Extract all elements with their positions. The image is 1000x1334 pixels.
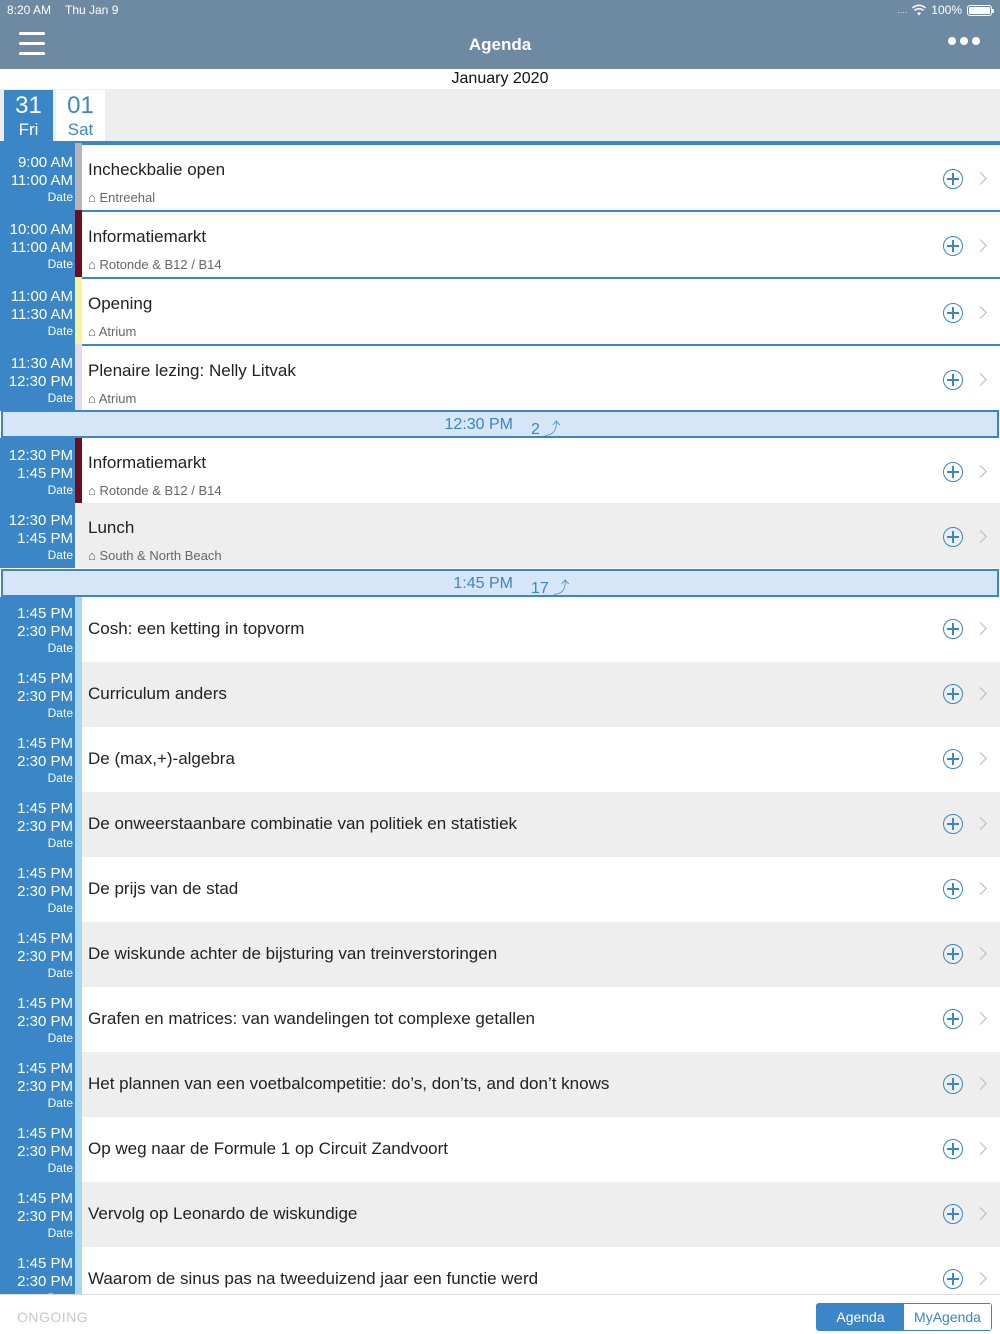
- event-date-label: Date: [47, 324, 73, 338]
- event-end-time: 2:30 PM: [17, 753, 73, 770]
- event-start-time: 11:00 AM: [10, 288, 73, 305]
- event-location: ⌂ Atrium: [88, 391, 137, 406]
- event-start-time: 1:45 PM: [17, 1125, 73, 1142]
- event-end-time: 1:45 PM: [17, 530, 73, 547]
- event-time-column: [0, 857, 75, 922]
- event-end-time: 12:30 PM: [8, 373, 73, 390]
- event-time-column: [0, 662, 75, 727]
- event-date-label: Date: [47, 190, 73, 204]
- event-content: [82, 277, 1000, 344]
- event-date-label: Date: [47, 771, 73, 785]
- chevron-right-icon: [974, 1012, 987, 1025]
- event-end-time: 2:30 PM: [17, 688, 73, 705]
- time-separator-1230[interactable]: [1, 410, 999, 438]
- event-start-time: 1:45 PM: [17, 930, 73, 947]
- event-end-time: 11:30 AM: [10, 306, 73, 323]
- chevron-right-icon: [974, 172, 987, 185]
- event-color-stripe: [75, 922, 82, 987]
- event-location: ⌂ Atrium: [88, 324, 137, 339]
- event-date-label: Date: [47, 836, 73, 850]
- status-right: [897, 3, 992, 17]
- event-start-time: 1:45 PM: [17, 1060, 73, 1077]
- event-content: [82, 1117, 1000, 1182]
- event-content: [82, 857, 1000, 922]
- status-time: 8:20 AM: [7, 3, 52, 17]
- event-date-label: Date: [47, 1031, 73, 1045]
- event-start-time: 12:30 PM: [8, 447, 73, 464]
- event-time-column: [0, 1052, 75, 1117]
- event-row[interactable]: [0, 792, 1000, 857]
- add-to-agenda-icon[interactable]: [943, 1269, 963, 1289]
- event-location: ⌂ Entreehal: [88, 190, 156, 205]
- event-content: [82, 143, 1000, 210]
- event-color-stripe: [75, 143, 82, 210]
- event-location: ⌂ South & North Beach: [88, 548, 222, 563]
- event-row[interactable]: [0, 662, 1000, 727]
- agenda-list[interactable]: [0, 143, 1000, 1294]
- chevron-right-icon: [974, 373, 987, 386]
- event-title: Opening: [88, 294, 153, 313]
- event-time-column: [0, 597, 75, 662]
- chevron-right-icon: [974, 752, 987, 765]
- event-time-column: [0, 503, 75, 568]
- event-row[interactable]: [0, 344, 1000, 411]
- event-start-time: 1:45 PM: [17, 670, 73, 687]
- event-time-column: [0, 792, 75, 857]
- event-color-stripe: [75, 344, 82, 411]
- event-end-time: 2:30 PM: [17, 1273, 73, 1290]
- chevron-right-icon: [974, 1207, 987, 1220]
- chevron-right-icon: [974, 1142, 987, 1155]
- event-color-stripe: [75, 1052, 82, 1117]
- time-separator-1345[interactable]: [1, 569, 999, 597]
- event-color-stripe: [75, 597, 82, 662]
- add-to-agenda-icon[interactable]: [943, 303, 963, 323]
- event-row[interactable]: [0, 503, 1000, 568]
- chevron-right-icon: [974, 882, 987, 895]
- separator-time: 12:30 PM: [444, 416, 513, 433]
- event-color-stripe: [75, 277, 82, 344]
- event-end-time: 2:30 PM: [17, 818, 73, 835]
- event-content: [82, 662, 1000, 727]
- event-content: [82, 1182, 1000, 1247]
- event-title: Vervolg op Leonardo de wiskundige: [88, 1204, 358, 1223]
- chevron-right-icon: [974, 947, 987, 960]
- event-content: [82, 597, 1000, 662]
- event-color-stripe: [75, 857, 82, 922]
- event-time-column: [0, 922, 75, 987]
- event-time-column: [0, 987, 75, 1052]
- event-end-time: 11:00 AM: [10, 172, 73, 189]
- event-start-time: 1:45 PM: [17, 1190, 73, 1207]
- event-color-stripe: [75, 1117, 82, 1182]
- event-content: [82, 503, 1000, 568]
- tab-agenda[interactable]: Agenda: [817, 1304, 904, 1330]
- date-selector: [0, 89, 1000, 143]
- event-start-time: 11:30 AM: [10, 355, 73, 372]
- event-title: De (max,+)-algebra: [88, 749, 235, 768]
- event-time-column: [0, 727, 75, 792]
- event-title: Grafen en matrices: van wandelingen tot complexe getallen: [88, 1009, 535, 1028]
- add-to-agenda-icon[interactable]: [943, 749, 963, 769]
- view-segmented-control: [816, 1303, 992, 1331]
- tab-myagenda[interactable]: MyAgenda: [904, 1304, 991, 1330]
- event-end-time: 2:30 PM: [17, 1078, 73, 1095]
- event-content: [82, 344, 1000, 411]
- separator-count: 2 ⤴: [531, 421, 561, 438]
- event-start-time: 9:00 AM: [17, 154, 73, 171]
- event-date-label: Date: [47, 706, 73, 720]
- event-title: Curriculum anders: [88, 684, 227, 703]
- event-color-stripe: [75, 987, 82, 1052]
- event-title: Plenaire lezing: Nelly Litvak: [88, 361, 296, 380]
- event-start-time: 10:00 AM: [9, 221, 73, 238]
- chevron-right-icon: [974, 239, 987, 252]
- event-end-time: 2:30 PM: [17, 1013, 73, 1030]
- event-location: ⌂ Rotonde & B12 / B14: [88, 257, 222, 272]
- event-time-column: [0, 1117, 75, 1182]
- event-title: De wiskunde achter de bijsturing van treinverstoringen: [88, 944, 498, 963]
- event-title: De prijs van de stad: [88, 879, 239, 898]
- event-end-time: 2:30 PM: [17, 623, 73, 640]
- chevron-right-icon: [974, 306, 987, 319]
- add-to-agenda-icon[interactable]: [943, 619, 963, 639]
- event-end-time: 1:45 PM: [17, 465, 73, 482]
- event-title: Lunch: [88, 518, 135, 537]
- add-to-agenda-icon[interactable]: [943, 684, 963, 704]
- event-row[interactable]: [0, 987, 1000, 1052]
- event-content: [82, 727, 1000, 792]
- event-title: Het plannen van een voetbalcompetitie: do’s, don’ts, and don’t knows: [88, 1074, 610, 1093]
- event-content: [82, 792, 1000, 857]
- wifi-icon: [912, 5, 926, 16]
- month-label: January 2020: [451, 70, 549, 87]
- add-to-agenda-icon[interactable]: [943, 944, 963, 964]
- event-date-label: Date: [47, 1161, 73, 1175]
- event-color-stripe: [75, 210, 82, 277]
- event-title: Informatiemarkt: [88, 453, 207, 472]
- event-row[interactable]: [0, 438, 1000, 503]
- event-time-column: [0, 344, 75, 411]
- event-color-stripe: [75, 438, 82, 503]
- event-row[interactable]: [0, 1182, 1000, 1247]
- bottom-bar: [0, 1294, 1000, 1334]
- event-row[interactable]: [0, 143, 1000, 210]
- event-row[interactable]: [0, 210, 1000, 277]
- event-row[interactable]: [0, 277, 1000, 344]
- add-to-agenda-icon[interactable]: [943, 814, 963, 834]
- add-to-agenda-icon[interactable]: [943, 1204, 963, 1224]
- event-row[interactable]: [0, 597, 1000, 662]
- event-date-label: Date: [47, 966, 73, 980]
- add-to-agenda-icon[interactable]: [943, 879, 963, 899]
- event-date-label: Date: [47, 641, 73, 655]
- day-number: 01: [67, 92, 94, 119]
- event-color-stripe: [75, 503, 82, 568]
- chevron-right-icon: [974, 1077, 987, 1090]
- separator-count: 17 ⤴: [531, 580, 570, 597]
- event-end-time: 2:30 PM: [17, 883, 73, 900]
- chevron-right-icon: [974, 530, 987, 543]
- event-content: [82, 922, 1000, 987]
- event-start-time: 1:45 PM: [17, 1255, 73, 1272]
- chevron-right-icon: [974, 465, 987, 478]
- event-start-time: 1:45 PM: [17, 605, 73, 622]
- event-title: Cosh: een ketting in topvorm: [88, 619, 305, 638]
- event-date-label: Date: [47, 548, 73, 562]
- add-to-agenda-icon[interactable]: [943, 1009, 963, 1029]
- event-end-time: 2:30 PM: [17, 948, 73, 965]
- page-title: Agenda: [468, 35, 532, 54]
- battery-icon: [967, 5, 992, 16]
- event-content: [82, 438, 1000, 503]
- day-weekday: Sat: [67, 120, 94, 139]
- event-title: Waarom de sinus pas na tweeduizend jaar een functie werd: [88, 1269, 539, 1288]
- day-weekday: Fri: [18, 120, 39, 139]
- event-location: ⌂ Rotonde & B12 / B14: [88, 483, 222, 498]
- event-date-label: Date: [47, 901, 73, 915]
- event-start-time: 12:30 PM: [8, 512, 73, 529]
- chevron-right-icon: [974, 687, 987, 700]
- event-row[interactable]: [0, 1052, 1000, 1117]
- day-tab-01[interactable]: [56, 90, 105, 141]
- event-color-stripe: [75, 662, 82, 727]
- event-date-label: Date: [47, 483, 73, 497]
- event-color-stripe: [75, 792, 82, 857]
- add-to-agenda-icon[interactable]: [943, 527, 963, 547]
- separator-time: 1:45 PM: [453, 575, 513, 592]
- event-start-time: 1:45 PM: [17, 800, 73, 817]
- navigation-bar: [0, 0, 1000, 69]
- add-to-agenda-icon[interactable]: [943, 236, 963, 256]
- event-end-time: 2:30 PM: [17, 1143, 73, 1160]
- event-row[interactable]: [0, 727, 1000, 792]
- event-time-column: [0, 143, 75, 210]
- event-start-time: 1:45 PM: [17, 865, 73, 882]
- event-title: Informatiemarkt: [88, 227, 207, 246]
- ongoing-button[interactable]: ONGOING: [17, 1309, 89, 1325]
- add-to-agenda-icon[interactable]: [943, 1074, 963, 1094]
- event-content: [82, 210, 1000, 277]
- more-options-icon[interactable]: [948, 37, 980, 45]
- add-to-agenda-icon[interactable]: [943, 462, 963, 482]
- event-color-stripe: [75, 727, 82, 792]
- chevron-right-icon: [974, 1272, 987, 1285]
- day-tab-31[interactable]: [4, 90, 53, 141]
- event-time-column: [0, 1182, 75, 1247]
- event-date-label: Date: [47, 391, 73, 405]
- event-time-column: [0, 277, 75, 344]
- event-end-time: 2:30 PM: [17, 1208, 73, 1225]
- event-date-label: Date: [47, 257, 73, 271]
- event-title: De onweerstaanbare combinatie van politiek en statistiek: [88, 814, 518, 833]
- event-content: [82, 1052, 1000, 1117]
- event-end-time: 11:00 AM: [10, 239, 73, 256]
- signal-icon: ....: [897, 5, 908, 15]
- add-to-agenda-icon[interactable]: [943, 1139, 963, 1159]
- add-to-agenda-icon[interactable]: [943, 169, 963, 189]
- event-time-column: [0, 438, 75, 503]
- event-date-label: Date: [47, 1096, 73, 1110]
- event-row[interactable]: [0, 857, 1000, 922]
- event-start-time: 1:45 PM: [17, 735, 73, 752]
- event-row[interactable]: [0, 922, 1000, 987]
- status-date: Thu Jan 9: [65, 3, 119, 17]
- event-date-label: Date: [47, 1226, 73, 1240]
- event-title: Incheckbalie open: [88, 160, 226, 179]
- chevron-right-icon: [974, 622, 987, 635]
- event-content: [82, 987, 1000, 1052]
- battery-percent: 100%: [931, 3, 962, 17]
- status-bar: [0, 0, 1000, 20]
- event-color-stripe: [75, 1182, 82, 1247]
- add-to-agenda-icon[interactable]: [943, 370, 963, 390]
- event-title: Op weg naar de Formule 1 op Circuit Zandvoort: [88, 1139, 449, 1158]
- event-time-column: [0, 210, 75, 277]
- event-start-time: 1:45 PM: [17, 995, 73, 1012]
- event-row[interactable]: [0, 1117, 1000, 1182]
- day-number: 31: [15, 92, 42, 119]
- chevron-right-icon: [974, 817, 987, 830]
